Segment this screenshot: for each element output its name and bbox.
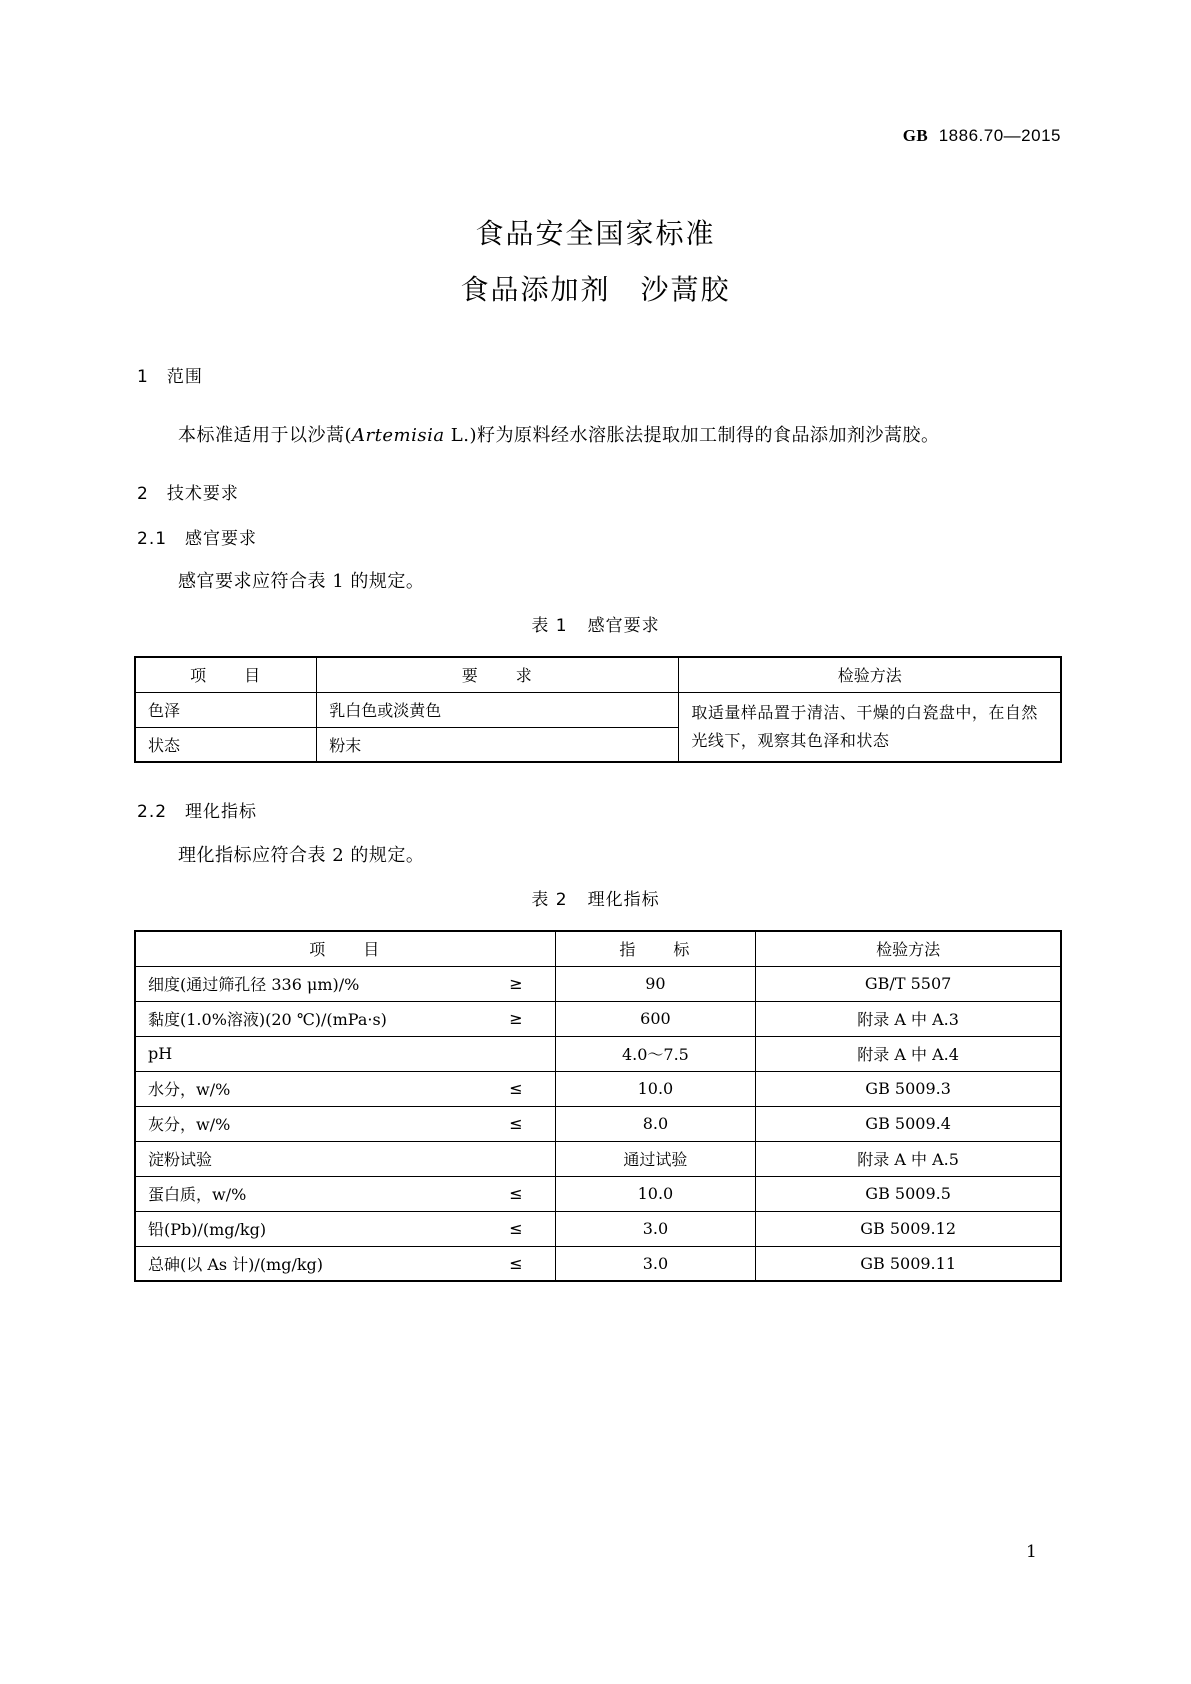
item-label: 总砷(以 As 计)/(mg/kg) [148,1254,324,1274]
comparison-symbol: ≥ [509,1009,523,1028]
table-cell-item [135,1176,555,1211]
table-cell-value: 3.0 [555,1211,756,1246]
caption-number: 表 1 [531,616,568,636]
comparison-symbol: ≤ [509,1219,523,1238]
table-cell-method: 附录 A 中 A.4 [756,1036,1061,1071]
table-cell-item [135,1106,555,1141]
table-cell-method: GB 5009.3 [756,1071,1061,1106]
table-cell-method: GB/T 5507 [756,966,1061,1001]
table-cell-method: 取适量样品置于清洁、干燥的白瓷盘中，在自然光线下，观察其色泽和状态 [679,692,1061,762]
table-cell-value: 90 [555,966,756,1001]
comparison-symbol: ≥ [509,974,523,993]
section-number: 2.1 [137,529,168,549]
table-cell-method: GB 5009.12 [756,1211,1061,1246]
section-title: 理化指标 [185,802,258,822]
table-cell: 色泽 [135,692,317,727]
document-code [903,126,1061,146]
item-label: 铅(Pb)/(mg/kg) [148,1220,267,1239]
latin-name: Artemisia [352,425,445,446]
item-label: 灰分，w/% [148,1115,231,1134]
item-label: pH [148,1044,173,1063]
sensory-table [134,656,1062,763]
table-cell-value: 10.0 [555,1071,756,1106]
section-2-1-text: 感官要求应符合表 1 的规定。 [178,571,425,592]
item-label: 细度(通过筛孔径 336 μm)/% [148,975,360,994]
table-row [135,692,1061,727]
table-cell-method: 附录 A 中 A.3 [756,1001,1061,1036]
table-row [135,966,1061,1001]
table-cell-item [135,1001,555,1036]
caption-number: 表 2 [531,890,568,910]
table-cell: 乳白色或淡黄色 [317,692,679,727]
comparison-symbol: ≤ [509,1184,523,1203]
table-row [135,1001,1061,1036]
item-label: 水分，w/% [148,1080,231,1099]
table-cell-method: GB 5009.4 [756,1106,1061,1141]
table-cell-item [135,1211,555,1246]
table-cell-value: 3.0 [555,1246,756,1281]
table-cell-value: 4.0～7.5 [555,1036,756,1071]
table-header-cell: 检验方法 [679,657,1061,692]
table-cell: 状态 [135,727,317,762]
section-2-1-heading [137,524,257,549]
table-cell-item [135,1246,555,1281]
table-cell: 粉末 [317,727,679,762]
section-1-heading [137,362,203,387]
table-cell-value: 通过试验 [555,1141,756,1176]
section-number: 1 [137,367,149,387]
table-row [135,1176,1061,1211]
comparison-symbol: ≤ [509,1253,523,1273]
sub-title: 食品添加剂 沙蒿胶 [460,273,731,306]
caption-title: 感官要求 [587,616,660,636]
table-2-caption [0,885,1191,910]
item-label: 淀粉试验 [148,1150,213,1169]
caption-title: 理化指标 [587,890,660,910]
table-row [135,1211,1061,1246]
table-header-cell: 检验方法 [756,931,1061,966]
section-2-2-heading [137,797,257,822]
comparison-symbol: ≤ [509,1114,523,1133]
table-header-cell: 指 标 [555,931,756,966]
table-cell-method: GB 5009.5 [756,1176,1061,1211]
page-number: 1 [1026,1542,1037,1562]
table-cell-item [135,1141,555,1176]
table-header-cell: 项 目 [135,657,317,692]
table-header-cell: 要 求 [317,657,679,692]
table-row [135,1106,1061,1141]
comparison-symbol: ≤ [509,1079,523,1098]
table-row [135,1141,1061,1176]
text-fragment: L.)籽为原料经水溶胀法提取加工制得的食品添加剂沙蒿胶。 [444,425,940,446]
table-cell-item [135,1036,555,1071]
table-row [135,1071,1061,1106]
table-header-cell: 项 目 [135,931,555,966]
main-title: 食品安全国家标准 [475,217,716,250]
text-fragment: 本标准适用于以沙蒿( [178,425,353,446]
section-title: 范围 [166,367,203,387]
section-2-heading [137,479,239,504]
section-number: 2 [137,484,149,504]
table-cell-method: 附录 A 中 A.5 [756,1141,1061,1176]
table-cell-item [135,966,555,1001]
code-number: 1886.70—2015 [938,126,1061,145]
item-label: 黏度(1.0%溶液)(20 ℃)/(mPa·s) [148,1010,387,1029]
physicochemical-table [134,930,1062,1282]
table-cell-value: 10.0 [555,1176,756,1211]
table-1-caption [0,611,1191,636]
section-2-2-text: 理化指标应符合表 2 的规定。 [178,845,425,866]
section-title: 感官要求 [185,529,258,549]
table-row [135,1246,1061,1281]
table-header-row [135,657,1061,692]
table-cell-value: 600 [555,1001,756,1036]
item-label: 蛋白质，w/% [148,1185,247,1204]
table-cell-method: GB 5009.11 [756,1246,1061,1281]
table-header-row [135,931,1061,966]
table-cell-item [135,1071,555,1106]
section-1-text [178,421,940,447]
section-number: 2.2 [137,802,168,822]
code-prefix: GB [902,126,929,145]
table-row [135,1036,1061,1071]
table-cell-value: 8.0 [555,1106,756,1141]
section-title: 技术要求 [166,484,239,504]
